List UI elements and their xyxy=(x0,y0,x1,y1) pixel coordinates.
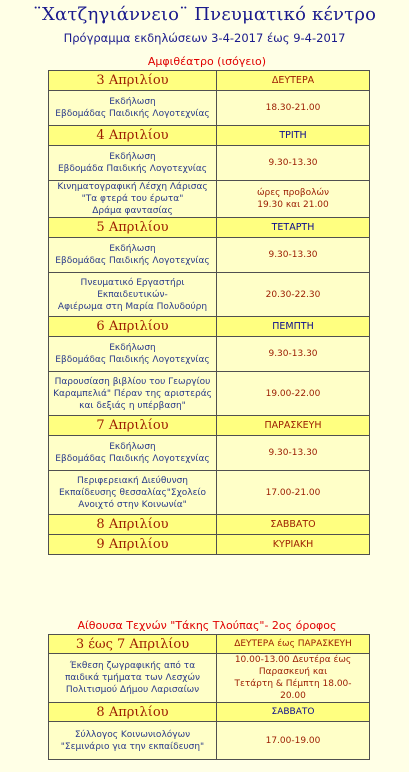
day-date: 5 Απριλίου xyxy=(49,218,217,238)
event-description-line: Εβδομάδα Παιδικής Λογοτεχνίας xyxy=(57,164,208,174)
day-header-row xyxy=(49,71,370,91)
day-weekday: ΠΕΜΠΤΗ xyxy=(217,317,370,337)
day-date: 3 Απριλίου xyxy=(49,71,217,91)
day-weekday: ΤΡΙΤΗ xyxy=(217,126,370,146)
event-description xyxy=(49,372,217,416)
day-date: 3 έως 7 Απριλίου xyxy=(49,635,217,654)
event-time xyxy=(217,722,370,760)
event-time-line: 17.00-19.00 xyxy=(265,735,321,746)
event-description-line: "Σεμινάριο για την εκπαίδευση" xyxy=(60,741,205,752)
page-title: ¨Χατζηγιάννειο¨ Πνευματικό κέντρο xyxy=(32,4,377,25)
event-description-line: Εκπαιδευτικών- xyxy=(97,289,168,300)
event-description-line: Εβδομάδας Παιδικής Λογοτεχνίας xyxy=(55,109,210,119)
event-time-line: 20.30-22.30 xyxy=(265,289,321,300)
event-description-line: Έκθεση ζωγραφικής από τα xyxy=(69,661,196,671)
day-weekday: ΠΑΡΑΣΚΕΥΗ xyxy=(217,416,370,436)
event-description xyxy=(49,238,217,273)
event-row xyxy=(49,337,370,372)
day-weekday: ΚΥΡΙΑΚΗ xyxy=(217,535,370,555)
event-time-line: Παρασκευή και xyxy=(258,667,328,677)
day-date: 8 Απριλίου xyxy=(49,515,217,535)
event-time xyxy=(217,471,370,515)
event-time xyxy=(217,273,370,317)
day-date: 8 Απριλίου xyxy=(49,703,217,722)
event-description-line: Εβδομάδας Παιδικής Λογοτεχνίας xyxy=(55,454,210,464)
event-description xyxy=(49,654,217,703)
event-description xyxy=(49,273,217,317)
day-header-row xyxy=(49,218,370,238)
event-description-line: Δράμα φαντασίας xyxy=(92,206,173,216)
event-time xyxy=(217,238,370,273)
event-row xyxy=(49,91,370,126)
event-description-line: Εκδήλωση xyxy=(109,97,156,107)
day-header-row xyxy=(49,317,370,337)
event-description-line: Παρουσίαση βιβλίου του Γεωργίου xyxy=(54,376,211,387)
event-description-line: Περιφερειακή Διεύθυνση xyxy=(76,475,189,486)
event-row xyxy=(49,654,370,703)
event-time-line: 17.00-21.00 xyxy=(265,487,321,498)
event-description xyxy=(49,181,217,218)
page-subtitle: Πρόγραμμα εκδηλώσεων 3-4-2017 έως 9-4-2017 xyxy=(63,31,346,45)
event-time-line: 9.30-13.30 xyxy=(268,349,318,359)
event-description-line: Εκδήλωση xyxy=(109,244,156,254)
event-description-line: Εκδήλωση xyxy=(109,442,156,452)
event-time-line: 18.30-21.00 xyxy=(265,103,321,113)
event-time-line: 19.00-22.00 xyxy=(265,388,321,399)
event-description-line: Αφιέρωμα στη Μαρία Πολυδούρη xyxy=(57,301,208,312)
event-description xyxy=(49,471,217,515)
event-time-line: 9.30-13.30 xyxy=(268,250,318,260)
event-description-line: Εκδήλωση xyxy=(109,152,156,162)
day-weekday: ΣΑΒΒΑΤΟ xyxy=(217,703,370,722)
event-description-line: παιδικά τμήματα των Λεσχών xyxy=(64,673,201,683)
event-time-line: 9.30-13.30 xyxy=(268,158,318,168)
event-time-line: 19.30 και 21.00 xyxy=(257,200,329,210)
event-row xyxy=(49,471,370,515)
event-time xyxy=(217,146,370,181)
day-date: 9 Απριλίου xyxy=(49,535,217,555)
day-header-row xyxy=(49,416,370,436)
day-header-row xyxy=(49,126,370,146)
venue1-schedule-table xyxy=(48,70,370,555)
event-description xyxy=(49,146,217,181)
event-description-line: Πολιτισμού Δήμου Λαρισαίων xyxy=(65,685,200,695)
event-description-line: Πνευματικό Εργαστήρι xyxy=(80,277,185,288)
venue2-schedule-table xyxy=(48,634,370,760)
event-time xyxy=(217,654,370,703)
event-row xyxy=(49,436,370,471)
event-description-line: και δεξιάς η υπέρβαση" xyxy=(79,400,186,411)
event-description xyxy=(49,722,217,760)
event-time-line: 20.00 xyxy=(280,691,306,701)
day-header-row xyxy=(49,515,370,535)
day-weekday: ΔΕΥΤΕΡΑ xyxy=(217,71,370,91)
event-description xyxy=(49,91,217,126)
event-row xyxy=(49,238,370,273)
event-description-line: Εκδήλωση xyxy=(109,343,156,353)
day-header-row xyxy=(49,535,370,555)
event-description-line: Καραμπελιά" Πέραν της αριστεράς xyxy=(53,388,212,399)
event-time-line: ώρες προβολών xyxy=(256,188,330,198)
event-time xyxy=(217,181,370,218)
day-date: 7 Απριλίου xyxy=(49,416,217,436)
event-description-line: Κινηματογραφική Λέσχη Λάρισας xyxy=(57,182,208,192)
event-row xyxy=(49,273,370,317)
day-weekday: ΣΑΒΒΑΤΟ xyxy=(217,515,370,535)
event-row xyxy=(49,722,370,760)
event-description-line: Εκπαίδευσης θεσσαλίας"Σχολείο xyxy=(58,487,207,498)
event-row xyxy=(49,181,370,218)
event-description-line: Ανοιχτό στην Κοινωνία" xyxy=(78,499,187,510)
day-weekday: ΔΕΥΤΕΡΑ έως ΠΑΡΑΣΚΕΥΗ xyxy=(217,635,370,654)
event-time xyxy=(217,372,370,416)
event-description-line: Εβδομάδας Παιδικής Λογοτεχνίας xyxy=(55,256,210,266)
day-weekday: ΤΕΤΑΡΤΗ xyxy=(217,218,370,238)
event-time-line: Τετάρτη & Πέμπτη 18.00- xyxy=(234,679,352,689)
event-description-line: Εβδομάδας Παιδικής Λογοτεχνίας xyxy=(55,355,210,365)
event-time xyxy=(217,436,370,471)
event-time xyxy=(217,91,370,126)
venue2-caption: Αίθουσα Τεχνών "Τάκης Τλούπας"- 2ος όροφος xyxy=(77,619,337,632)
event-row xyxy=(49,372,370,416)
day-header-row xyxy=(49,703,370,722)
event-time-line: 10.00-13.00 Δευτέρα έως xyxy=(234,655,352,665)
event-description xyxy=(49,337,217,372)
venue1-caption: Αμφιθέατρο (ισόγειο) xyxy=(147,55,267,68)
day-date: 6 Απριλίου xyxy=(49,317,217,337)
event-row xyxy=(49,146,370,181)
event-description-line: Σύλλογος Κοινωνιολόγων xyxy=(74,729,191,740)
day-header-row xyxy=(49,635,370,654)
event-description xyxy=(49,436,217,471)
event-time-line: 9.30-13.30 xyxy=(268,448,318,458)
day-date: 4 Απριλίου xyxy=(49,126,217,146)
event-time xyxy=(217,337,370,372)
event-description-line: "Τα φτερά του έρωτα" xyxy=(81,194,184,204)
